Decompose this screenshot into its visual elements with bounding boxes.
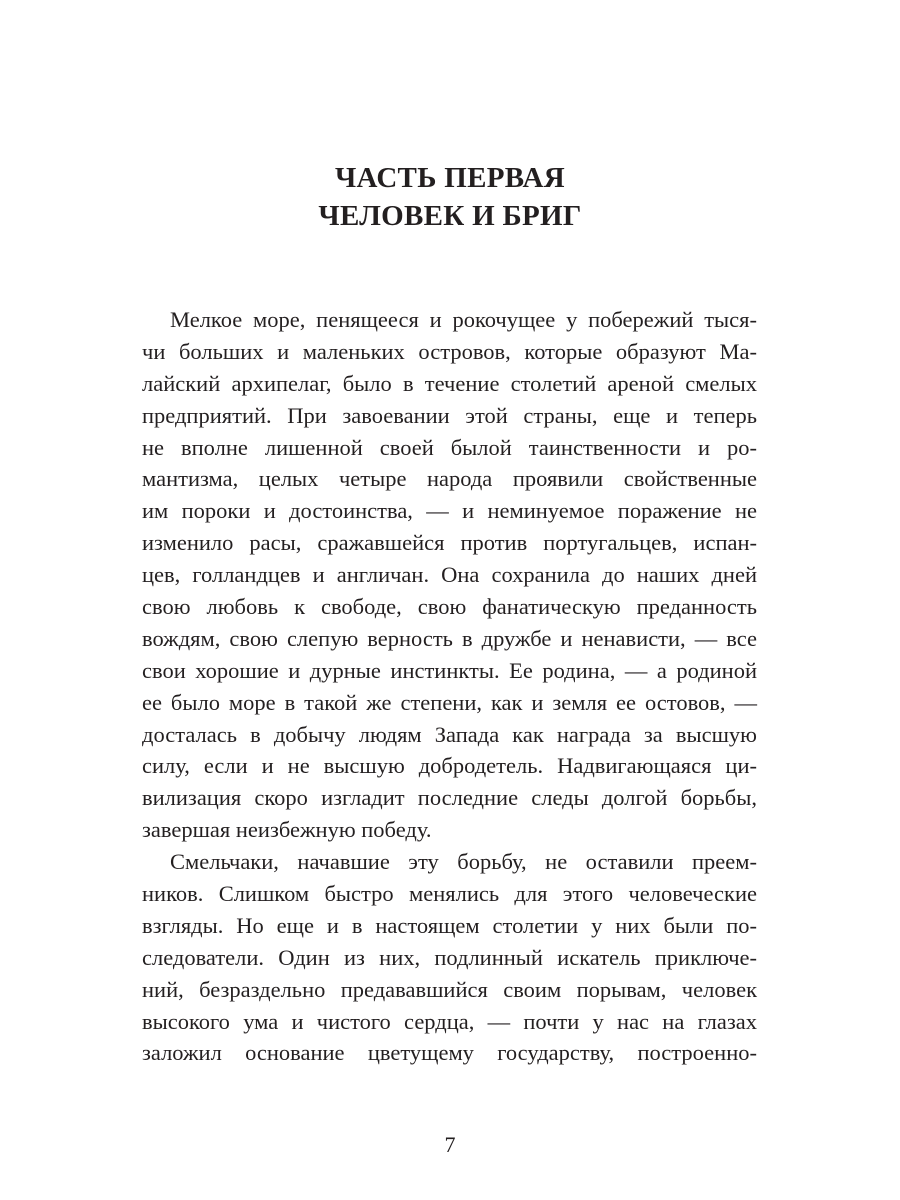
text-line: предприятий. При завоевании этой страны, еще и теперь: [142, 402, 757, 428]
text-line: высокого ума и чистого сердца, — почти у нас на глазах: [142, 1008, 757, 1034]
text-line: вилизация скоро изгладит последние следы долгой борьбы,: [142, 785, 757, 811]
text-line: силу, если и не высшую добродетель. Надвигающаяся ци-: [142, 753, 757, 779]
part-heading: ЧАСТЬ ПЕРВАЯ: [334, 162, 566, 194]
text-line: лайский архипелаг, было в течение столетий ареной смелых: [142, 370, 757, 396]
text-line: вождям, свою слепую верность в дружбе и ненависти, — все: [142, 625, 757, 651]
text-line: не вполне лишенной своей былой таинственности и ро-: [142, 434, 757, 460]
text-line: мантизма, целых четыре народа проявили свойственные: [142, 466, 757, 492]
text-line: досталась в добычу людям Запада как награда за высшую: [142, 721, 757, 747]
text-line: свои хорошие и дурные инстинкты. Ее родина, — а родиной: [142, 657, 757, 683]
text-line: цев, голландцев и англичан. Она сохранила до наших дней: [142, 562, 757, 588]
text-line: заложил основание цветущему государству, построенно-: [142, 1040, 757, 1066]
text-line: ний, безраздельно предававшийся своим порывам, человек: [142, 976, 757, 1002]
paragraph: [142, 304, 757, 846]
text-line: чи больших и маленьких островов, которые образуют Ма-: [142, 338, 757, 364]
text-line: ников. Слишком быстро менялись для этого человеческие: [142, 881, 757, 907]
text-line: свою любовь к свободе, свою фанатическую преданность: [142, 594, 757, 620]
text-line: следователи. Один из них, подлинный искатель приключе-: [142, 944, 757, 970]
text-line: Мелкое море, пенящееся и рокочущее у побережий тыся-: [170, 307, 757, 332]
text-line: им пороки и достоинства, — и неминуемое поражение не: [142, 498, 757, 524]
text-line: изменило расы, сражавшейся против португальцев, испан-: [142, 530, 757, 556]
body-text: [142, 304, 757, 1069]
text-line: Смельчаки, начавшие эту борьбу, не оставили преем-: [170, 849, 757, 875]
paragraph: [142, 846, 757, 1069]
text-line: ее было море в такой же степени, как и земля ее остовов, —: [142, 689, 757, 715]
page-number: 7: [444, 1132, 456, 1157]
chapter-title: ЧЕЛОВЕК И БРИГ: [318, 200, 582, 232]
text-line: взгляды. Но еще и в настоящем столетии у них были по-: [142, 912, 757, 938]
text-line: завершая неизбежную победу.: [142, 817, 432, 843]
